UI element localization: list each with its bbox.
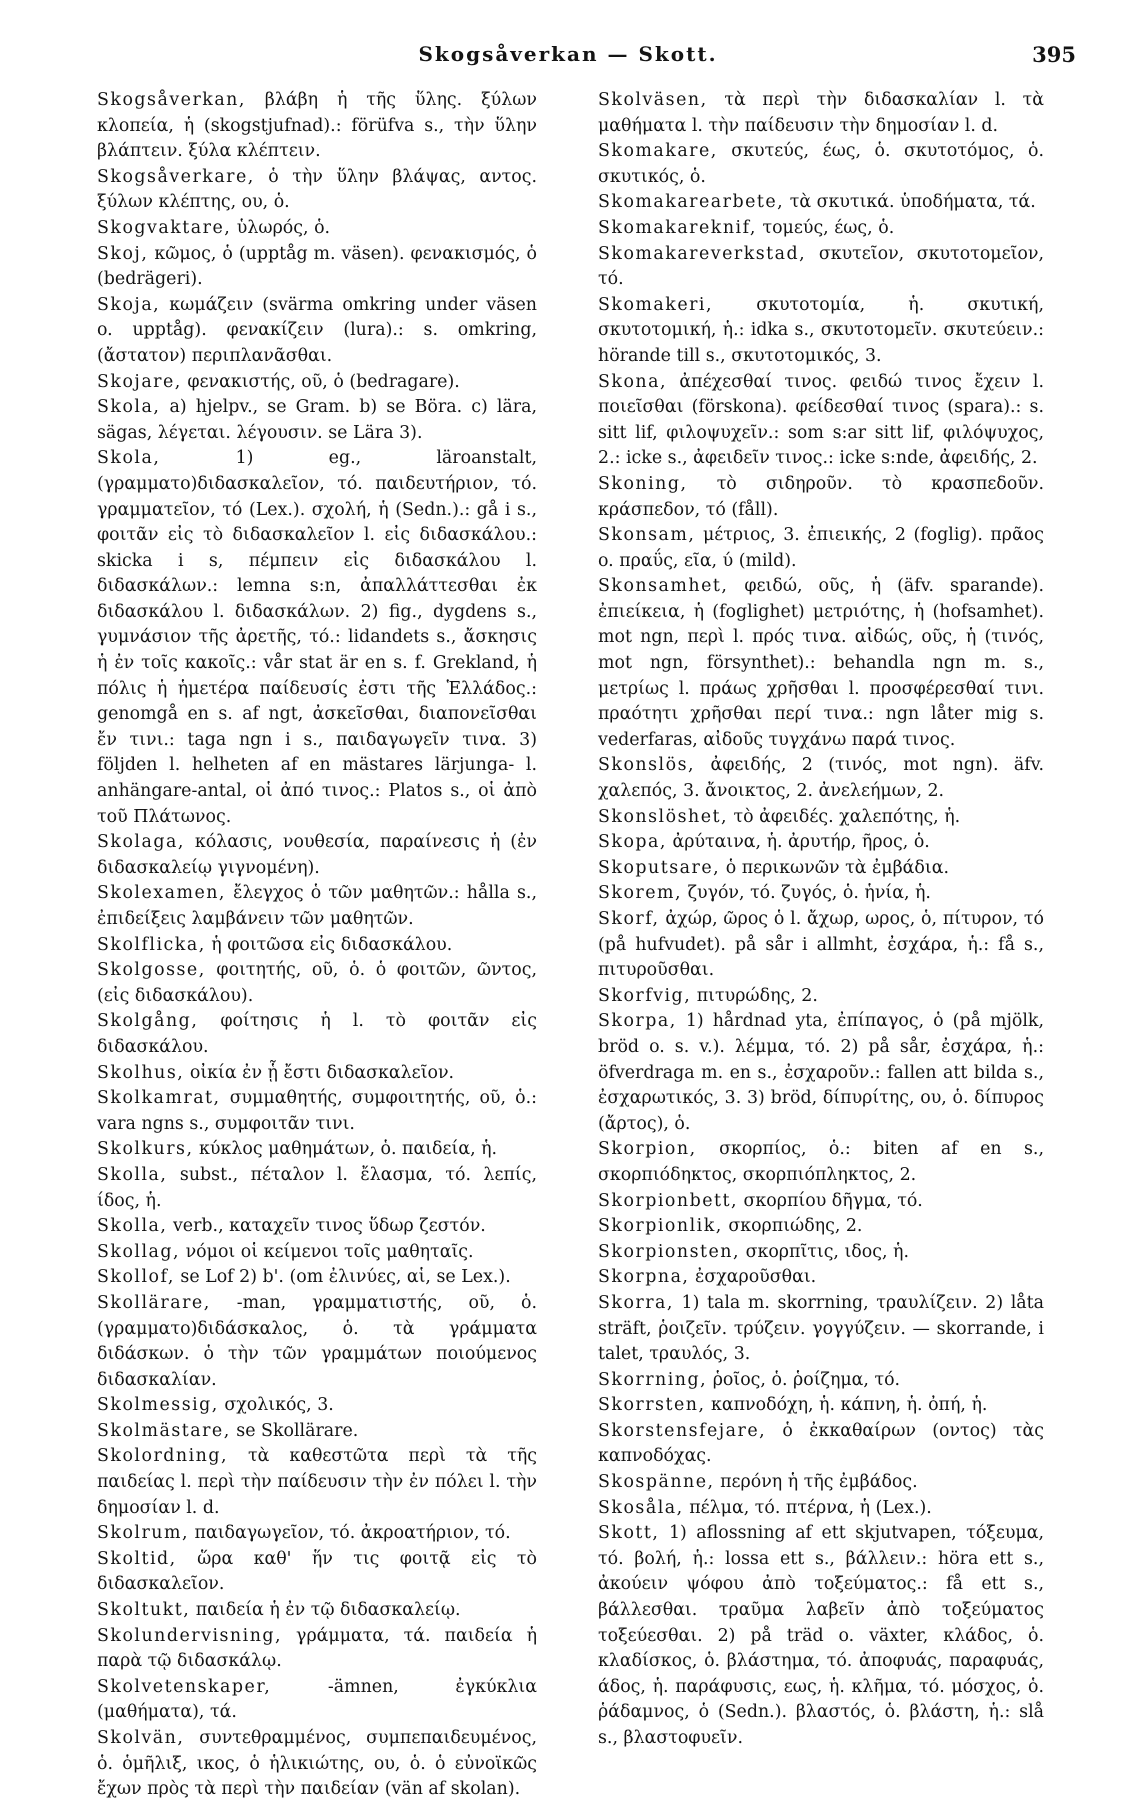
- entry-definition: κῶμος, ὁ (upptåg m. väsen). φενακισμός, ὁ (bedrägeri).: [97, 243, 537, 290]
- dictionary-entry: [97, 242, 537, 293]
- entry-headword: Skorf,: [598, 909, 660, 929]
- dictionary-entry: [598, 753, 1044, 804]
- dictionary-entry: [97, 881, 537, 932]
- entry-definition: τὸ ἀφειδές. χαλεπότης, ἡ.: [728, 806, 961, 827]
- dictionary-entry: [598, 216, 1044, 242]
- entry-definition: περόνη ἡ τῆς ἐμβάδος.: [714, 1472, 918, 1493]
- dictionary-entry: [598, 805, 1044, 831]
- entry-definition: 1) aflossning af ett skjutvapen, τόξευμα, τό. βολή, ἡ.: lossa ett s., βάλλειν.: höra ett s., ἀκούειν ψόφου ἀπὸ τοξεύματος.: få ett s., βάλλεσθαι. τραῦμα λαβεῖν ἀπὸ τοξεύματος τοξεύεσθαι. 2) på träd o. växter, κλάδος, ὁ. κλαδίσκος, ὁ. βλάστημα, τό. ἀποφυάς, παραφυάς, άδος, ἡ. παράφυσις, εως, ἡ. κλῆμα, τό. μόσχος, ὁ. ῥάδαμνος, ὁ (Sedn.). βλαστός, ὁ. βλάστη, ἡ.: slå s., βλαστοφυεῖν.: [598, 1523, 1044, 1748]
- entry-headword: Skorra,: [598, 1292, 674, 1313]
- entry-headword: Skoja,: [97, 294, 161, 315]
- dictionary-entry: [598, 574, 1044, 753]
- entry-headword: Skona,: [598, 371, 668, 392]
- dictionary-entry: [598, 472, 1044, 523]
- entry-headword: Skojare,: [97, 371, 182, 392]
- dictionary-entry: [97, 1547, 537, 1598]
- dictionary-entry: [97, 1675, 537, 1726]
- entry-headword: Skoltid,: [97, 1548, 177, 1569]
- dictionary-entry: [598, 1393, 1044, 1419]
- dictionary-entry: [97, 1214, 537, 1240]
- dictionary-entry: [97, 933, 537, 959]
- dictionary-entry: [598, 881, 1044, 907]
- entry-definition: a) hjelpv., se Gram. b) se Böra. c) lära, sägas, λέγεται. λέγουσιν. se Lära 3).: [97, 397, 537, 443]
- entry-headword: Skomakeri,: [598, 294, 714, 315]
- entry-definition: συντεθραμμένος, συμπεπαιδευμένος, ὁ. ὁμῆλιξ, ικος, ὁ ἡλικιώτης, ου, ὁ. ὁ εὐνοϊκῶς ἔχων πρὸς τὰ περὶ τὴν παιδείαν (vän af skolan).: [97, 1728, 537, 1800]
- dictionary-entry: [97, 1624, 537, 1675]
- entry-definition: ὁ τὴν ὕλην βλάψας, αντος. ξύλων κλέπτης, ου, ὁ.: [97, 166, 537, 213]
- entry-definition: κύκλος μαθημάτων, ὁ. παιδεία, ἡ.: [193, 1139, 498, 1160]
- entry-headword: Skomakareverkstad,: [598, 243, 807, 264]
- entry-definition: 1) eg., läroanstalt, (γραμματο)διδασκαλεῖον, τό. παιδευτήριον, τό. γραμματεῖον, τό (Lex.). σχολή, ἡ (Sedn.).: gå i s., φοιτᾶν εἰς τὸ διδασκαλεῖον l. εἰς διδασκάλου.: skicka i s, πέμπειν εἰς διδασκάλου l. διδασκάλων.: lemna s:n, ἀπαλλάττεσθαι ἐκ διδασκάλου l. διδασκάλων. 2) fig., dygdens s., γυμνάσιον τῆς ἀρετῆς, τό.: lidandets s., ἄσκησις ἡ ἐν τοῖς κακοῖς.: vår stat är en s. f. Grekland, ἡ πόλις ἡ ἡμετέρα παίδευσίς ἐστι τῆς Ἑλλάδος.: genomgå en s. af ngt, ἀσκεῖσθαι, διαπονεῖσθαι ἔν τινι.: taga ngn i s., παιδαγωγεῖν τινα. 3) följden l. helheten af en mästares lärjunga- l. anhängare-antal, οἱ ἀπό τινος.: Platos s., οἱ ἀπὸ τοῦ Πλάτωνος.: [97, 448, 537, 827]
- entry-headword: Skorrsten,: [598, 1395, 706, 1416]
- dictionary-entry: [598, 190, 1044, 216]
- entry-headword: Skolundervisning,: [97, 1625, 283, 1646]
- dictionary-entry: [97, 830, 537, 881]
- left-column: [97, 88, 537, 1803]
- dictionary-entry: [598, 856, 1044, 882]
- entry-definition: ἀρύταινα, ἡ. ἀρυτήρ, ῆρος, ὁ.: [666, 832, 930, 853]
- entry-definition: se Lof 2) b'. (om ἐλινύες, αἱ, se Lex.).: [174, 1267, 511, 1288]
- entry-definition: κόλασις, νουθεσία, παραίνεσις ἡ (ἐν διδασκαλείῳ γιγνομένη).: [97, 832, 537, 878]
- entry-definition: ἐσχαροῦσθαι.: [689, 1267, 817, 1288]
- entry-definition: γράμματα, τά. παιδεία ἡ παρὰ τῷ διδασκάλῳ.: [97, 1625, 537, 1672]
- entry-headword: Skorpna,: [598, 1267, 690, 1288]
- entry-definition: πιτυρώδης, 2.: [691, 985, 818, 1006]
- dictionary-entry: [598, 984, 1044, 1010]
- entry-headword: Skolmästare,: [97, 1420, 231, 1441]
- entry-headword: Skolväsen,: [598, 90, 708, 110]
- entry-headword: Skorpionsten,: [598, 1241, 741, 1262]
- right-column: [598, 88, 1044, 1752]
- entry-headword: Skollärare,: [97, 1292, 211, 1313]
- dictionary-entry: [598, 1189, 1044, 1215]
- entry-definition: τομεύς, έως, ὁ.: [756, 217, 895, 238]
- entry-headword: Skonsam,: [598, 525, 696, 546]
- entry-definition: 1) tala m. skorrning, τραυλίζειν. 2) låta sträft, ῥοιζεῖν. τρύζειν. γογγύζειν. — skorrande, i talet, τραυλός, 3.: [598, 1292, 1044, 1365]
- entry-definition: μέτριος, 3. ἐπιεικής, 2 (foglig). πρᾶος o. πραΰς, εῖα, ύ (mild).: [598, 525, 1044, 571]
- entry-definition: τὸ σιδηροῦν. τὸ κρασπεδοῦν. κράσπεδον, τό (fåll).: [598, 473, 1044, 520]
- entry-headword: Skorem,: [598, 883, 683, 904]
- entry-definition: verb., καταχεῖν τινος ὕδωρ ζεστόν.: [167, 1216, 486, 1237]
- dictionary-entry: [97, 958, 537, 1009]
- entry-headword: Skola,: [97, 448, 161, 469]
- dictionary-entry: [97, 1291, 537, 1393]
- dictionary-entry: [97, 1444, 537, 1521]
- entry-headword: Skola,: [97, 397, 161, 418]
- dictionary-entry: [97, 1240, 537, 1266]
- entry-headword: Skonslöshet,: [598, 806, 729, 827]
- dictionary-entry: [97, 395, 537, 446]
- dictionary-entry: [598, 293, 1044, 370]
- dictionary-entry: [97, 1163, 537, 1214]
- entry-definition: ὁ ἐκκαθαίρων (οντος) τὰς καπνοδόχας.: [598, 1420, 1044, 1467]
- entry-headword: Skorstensfejare,: [598, 1420, 767, 1441]
- page-number: 395: [1032, 42, 1076, 67]
- dictionary-entry: [97, 1265, 537, 1291]
- entry-headword: Skorpionlik,: [598, 1216, 723, 1237]
- dictionary-entry: [598, 1265, 1044, 1291]
- entry-definition: ἀχώρ, ῶρος ὁ l. ἄχωρ, ωρος, ὁ, πίτυρον, τό (på hufvudet). på sår i allmht, ἐσχάρα, ἡ.: få s., πιτυροῦσθαι.: [598, 909, 1044, 981]
- entry-definition: se Skollärare.: [230, 1420, 359, 1441]
- dictionary-entry: [598, 1291, 1044, 1368]
- entry-definition: καπνοδόχη, ἡ. κάπνη, ἡ. ὀπή, ἡ.: [705, 1395, 988, 1416]
- entry-definition: τὰ περὶ τὴν διδασκαλίαν l. τὰ μαθήματα l. τὴν παίδευσιν τὴν δημοσίαν l. d.: [598, 90, 1044, 136]
- dictionary-entry: [598, 139, 1044, 190]
- dictionary-entry: [97, 1521, 537, 1547]
- entry-headword: Skorfvig,: [598, 985, 692, 1006]
- dictionary-entry: [97, 1137, 537, 1163]
- dictionary-entry: [598, 1521, 1044, 1751]
- dictionary-entry: [97, 1086, 537, 1137]
- entry-definition: σκορπιώδης, 2.: [722, 1216, 863, 1237]
- entry-headword: Skogvaktare,: [97, 217, 232, 238]
- dictionary-entry: [97, 165, 537, 216]
- entry-definition: τὰ σκυτικά. ὑποδήματα, τά.: [784, 192, 1036, 213]
- entry-headword: Skolla,: [97, 1216, 168, 1237]
- entry-headword: Skollof,: [97, 1267, 175, 1288]
- entry-definition: φειδώ, οῦς, ἡ (äfv. sparande). ἐπιείκεια, ἡ (foglighet) μετριότης, ἡ (hofsamhet). mot ngn, περὶ l. πρός τινα. αἰδώς, οῦς, ἡ (τινός, mot ngn, försynthet).: behandla ngn m. s., μετρίως l. πράως χρῆσθαι l. προσφέρεσθαί τινι. πραότητι χρῆσθαι περί τινα.: ngn låter mig s. vederfaras, αἰδοῦς τυγχάνω παρά τινος.: [598, 576, 1044, 750]
- dictionary-entry: [598, 88, 1044, 139]
- entry-headword: Skomakare,: [598, 141, 718, 162]
- entry-headword: Skolgosse,: [97, 960, 206, 981]
- entry-definition: οἰκία ἐν ᾗ ἔστι διδασκαλεῖον.: [184, 1062, 455, 1083]
- dictionary-entry: [598, 1470, 1044, 1496]
- dictionary-entry: [97, 1393, 537, 1419]
- dictionary-entry: [598, 370, 1044, 472]
- entry-headword: Skorpion,: [598, 1139, 697, 1160]
- entry-headword: Skosåla,: [598, 1497, 684, 1518]
- dictionary-entry: [598, 1214, 1044, 1240]
- entry-definition: βλάβη ἡ τῆς ὕλης. ξύλων κλοπεία, ἡ (skogstjufnad).: förüfva s., τὴν ὕλην βλάπτειν. ξύλα κλέπτειν.: [97, 90, 537, 162]
- entry-headword: Skogsåverkan,: [97, 90, 246, 110]
- entry-headword: Skolla,: [97, 1164, 168, 1185]
- entry-headword: Skolgång,: [97, 1011, 199, 1032]
- entry-headword: Skoj,: [97, 243, 149, 264]
- entry-definition: σχολικός, 3.: [218, 1395, 334, 1416]
- entry-definition: παιδεία ἡ ἐν τῷ διδασκαλείῳ.: [190, 1600, 461, 1621]
- entry-headword: Skolaga,: [97, 832, 185, 853]
- entry-definition: συμμαθητής, συμφοιτητής, οῦ, ὁ.: vara ngns s., συμφοιτᾶν τινι.: [97, 1088, 537, 1134]
- dictionary-entry: [598, 1240, 1044, 1266]
- entry-definition: 1) hårdnad yta, ἐπίπαγος, ὁ (på mjölk, bröd o. s. v.). λέμμα, τό. 2) på sår, ἐσχάρα, ἡ.: öfverdraga m. en s., ἐσχαροῦν.: fallen att bilda s., ἐσχαρωτικός, 3. 3) bröd, δίπυρίτης, ου, ὁ. δίπυρος (ἄρτος), ὁ.: [598, 1011, 1044, 1134]
- entry-headword: Skoning,: [598, 473, 688, 494]
- dictionary-entry: [97, 1419, 537, 1445]
- entry-definition: νόμοι οἱ κείμενοι τοῖς μαθηταῖς.: [180, 1241, 474, 1262]
- entry-definition: -ämnen, ἐγκύκλια (μαθήματα), τά.: [97, 1676, 537, 1723]
- entry-headword: Skorpionbett,: [598, 1190, 739, 1211]
- entry-definition: subst., πέταλον l. ἔλασμα, τό. λεπίς, ίδος, ἡ.: [97, 1164, 537, 1211]
- entry-headword: Skolvän,: [97, 1728, 185, 1748]
- dictionary-entry: [97, 216, 537, 242]
- entry-headword: Skomakareknif,: [598, 217, 757, 238]
- dictionary-entry: [97, 293, 537, 370]
- entry-definition: σκυτεῖον, σκυτοτομεῖον, τό.: [598, 243, 1044, 290]
- entry-definition: ἔλεγχος ὁ τῶν μαθητῶν.: hålla s., ἐπιδείξεις λαμβάνειν τῶν μαθητῶν.: [97, 883, 537, 929]
- dictionary-entry: [598, 1419, 1044, 1470]
- dictionary-entry: [97, 1009, 537, 1060]
- entry-definition: τὰ καθεστῶτα περὶ τὰ τῆς παιδείας l. περὶ τὴν παίδευσιν τὴν ἐν πόλει l. τὴν δημοσίαν l. d.: [97, 1446, 537, 1518]
- entry-definition: σκορπίος, ὁ.: biten af en s., σκορπιόδηκτος, σκορπιόπληκτος, 2.: [598, 1139, 1044, 1185]
- entry-headword: Skolordning,: [97, 1446, 229, 1467]
- entry-headword: Skorrning,: [598, 1369, 708, 1390]
- entry-definition: ῥοῖος, ὁ. ῥοίζημα, τό.: [707, 1369, 901, 1390]
- entry-definition: σκορπίου δῆγμα, τό.: [738, 1190, 923, 1211]
- entry-headword: Skoltukt,: [97, 1600, 191, 1621]
- entry-definition: πέλμα, τό. πτέρνα, ἡ (Lex.).: [683, 1497, 932, 1518]
- entry-definition: σκυτεύς, έως, ὁ. σκυτοτόμος, ὁ. σκυτικός, ὁ.: [598, 141, 1044, 187]
- entry-definition: ζυγόν, τό. ζυγός, ὁ. ἡνία, ἡ.: [682, 883, 931, 904]
- entry-headword: Skospänne,: [598, 1472, 715, 1493]
- entry-definition: παιδαγωγεῖον, τό. ἀκροατήριον, τό.: [189, 1523, 511, 1544]
- entry-definition: ὥρα καθ' ἥν τις φοιτᾷ εἰς τὸ διδασκαλεῖον.: [97, 1548, 537, 1595]
- entry-headword: Skolexamen,: [97, 883, 226, 904]
- dictionary-entry: [598, 1009, 1044, 1137]
- dictionary-entry: [598, 1496, 1044, 1522]
- dictionary-entry: [598, 830, 1044, 856]
- entry-headword: Skopa,: [598, 832, 667, 853]
- dictionary-entry: [598, 523, 1044, 574]
- entry-definition: ἀφειδής, 2 (τινός, mot ngn). äfv. χαλεπός, 3. ἄνοικτος, 2. ἀνελεήμων, 2.: [598, 755, 1044, 802]
- entry-headword: Skolvetenskaper,: [97, 1676, 272, 1697]
- entry-definition: σκυτοτομία, ἡ. σκυτική, σκυτοτομική, ἡ.: idka s., σκυτοτομεῖν. σκυτεύειν.: hörande till s., σκυτοτομικός, 3.: [598, 294, 1044, 366]
- dictionary-entry: [598, 1368, 1044, 1394]
- entry-definition: σκορπῖτις, ιδος, ἡ.: [740, 1241, 909, 1262]
- dictionary-entry: [598, 907, 1044, 984]
- dictionary-entry: [97, 88, 537, 165]
- dictionary-entry: [97, 1061, 537, 1087]
- entry-definition: ὁ περικωνῶν τὰ ἐμβάδια.: [720, 857, 949, 878]
- entry-headword: Skolkurs,: [97, 1139, 194, 1160]
- entry-definition: ὑλωρός, ὁ.: [231, 217, 331, 238]
- entry-definition: ἀπέχεσθαί τινος. φειδώ τινος ἔχειν l. ποιεῖσθαι (förskona). φείδεσθαί τινος (spara).: s. sitt lif, φιλοψυχεῖν.: som s:ar sitt lif, φιλόψυχος, 2.: icke s., ἀφειδεῖν τινος.: icke s:nde, ἀφειδής, 2.: [598, 371, 1044, 469]
- entry-headword: Skott,: [598, 1523, 660, 1544]
- running-head-title: Skogsåverkan — Skott.: [418, 42, 718, 66]
- entry-headword: Skonslös,: [598, 755, 696, 776]
- entry-headword: Skogsåverkare,: [97, 166, 255, 187]
- entry-headword: Skolflicka,: [97, 934, 206, 955]
- entry-headword: Skorpa,: [598, 1011, 677, 1032]
- dictionary-entry: [97, 446, 537, 830]
- dictionary-entry: [97, 1598, 537, 1624]
- entry-headword: Skolmessig,: [97, 1395, 219, 1416]
- entry-headword: Skolkamrat,: [97, 1088, 221, 1109]
- entry-definition: φοιτητής, οῦ, ὁ. ὁ φοιτῶν, ῶντος, (εἰς διδασκάλου).: [97, 960, 537, 1006]
- running-head: [0, 42, 1136, 72]
- dictionary-entry: [598, 1137, 1044, 1188]
- entry-headword: Skonsamhet,: [598, 576, 729, 597]
- entry-headword: Skolrum,: [97, 1523, 190, 1544]
- entry-definition: φοίτησις ἡ l. τὸ φοιτᾶν εἰς διδασκάλου.: [97, 1011, 537, 1057]
- entry-definition: -man, γραμματιστής, οῦ, ὁ. (γραμματο)διδάσκαλος, ὁ. τὰ γράμματα διδάσκων. ὁ τὴν τῶν γραμμάτων ποιούμενος διδασκαλίαν.: [97, 1292, 537, 1390]
- entry-definition: κωμάζειν (svärma omkring under väsen o. upptåg). φενακίζειν (lura).: s. omkring, (ἄστατον) περιπλανᾶσθαι.: [97, 294, 537, 366]
- entry-headword: Skomakarearbete,: [598, 192, 785, 213]
- entry-definition: ἡ φοιτῶσα εἰς διδασκάλου.: [205, 934, 453, 955]
- entry-headword: Skoputsare,: [598, 857, 721, 878]
- dictionary-entry: [97, 370, 537, 396]
- entry-definition: φενακιστής, οῦ, ὁ (bedragare).: [181, 371, 460, 392]
- entry-headword: Skollag,: [97, 1241, 181, 1262]
- entry-headword: Skolhus,: [97, 1062, 185, 1083]
- dictionary-entry: [598, 242, 1044, 293]
